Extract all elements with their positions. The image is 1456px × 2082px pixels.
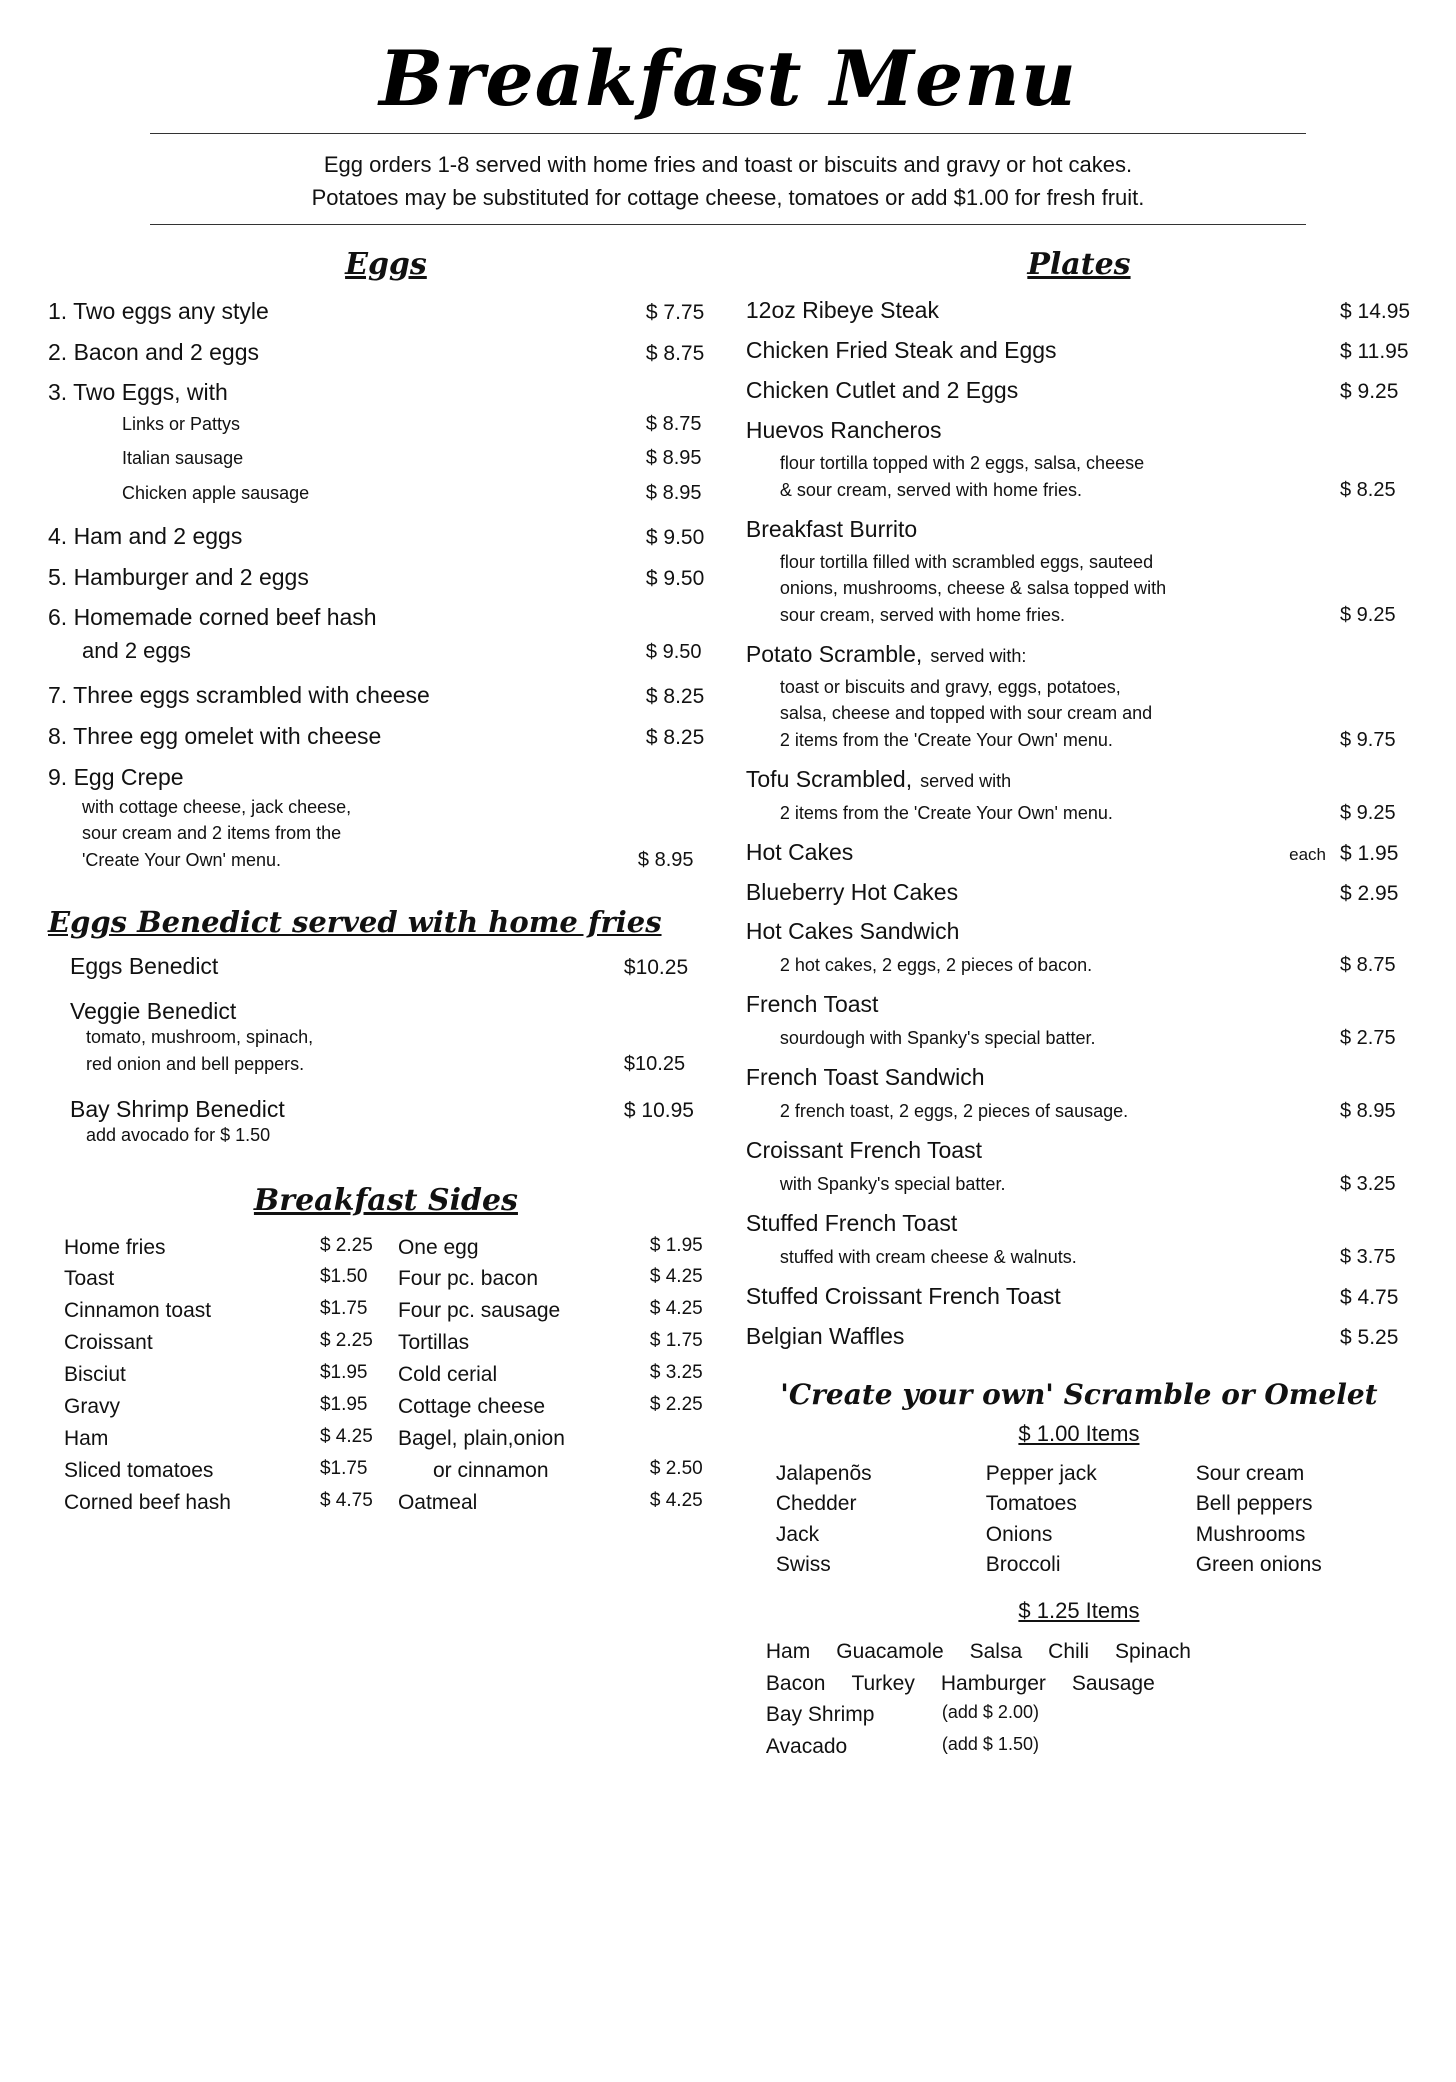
section-title-plates: Plates: [1027, 247, 1131, 282]
menu-item: [48, 562, 724, 593]
item-price: $ 9.25: [1340, 801, 1396, 824]
subitem-price: $ 9.50: [645, 640, 702, 663]
menu-item: [746, 1282, 1412, 1312]
menu-item: [48, 721, 724, 752]
section-title-sides: Breakfast Sides: [253, 1182, 518, 1218]
side-row: [64, 1232, 394, 1264]
description-line: flour tortilla topped with 2 eggs, salsa, cheese: [779, 452, 1145, 473]
menu-item: [746, 376, 1412, 406]
tier-1-label: $ 1.00 Items: [1018, 1420, 1140, 1446]
item-price: $ 1.95: [1340, 841, 1399, 865]
side-price: $ 3.25: [649, 1362, 703, 1384]
side-price: $ 2.25: [319, 1234, 373, 1256]
tier-2-items: [746, 1636, 1412, 1762]
menu-item: [48, 377, 724, 407]
description-line: 2 items from the 'Create Your Own' menu.: [779, 729, 1113, 750]
benedict-item: [48, 998, 724, 1078]
item-description: [746, 674, 1412, 700]
menu-item: [746, 990, 1412, 1020]
description-line: 'Create Your Own' menu.: [82, 850, 281, 871]
page-title: Breakfast Menu: [379, 34, 1077, 123]
side-row: [64, 1359, 394, 1391]
item-description: [746, 799, 1412, 828]
item-label: 1. Two eggs any style: [48, 298, 269, 324]
description-line: salsa, cheese and topped with sour cream and: [779, 702, 1153, 723]
item-description: [48, 794, 724, 875]
sides-table: [48, 1232, 724, 1519]
item-label: 8. Three egg omelet with cheese: [48, 722, 382, 749]
menu-item: [48, 762, 724, 792]
ingredient: Pepper jack: [985, 1461, 1097, 1485]
ingredient: Guacamole: [836, 1640, 944, 1664]
side-price: $ 1.95: [649, 1234, 703, 1256]
item-description: [746, 601, 1412, 630]
side-row: [64, 1327, 394, 1359]
item-description: [746, 1097, 1412, 1126]
side-name: Four pc. sausage: [397, 1299, 561, 1323]
benedict-item: [48, 953, 724, 980]
item-label: Breakfast Burrito: [745, 515, 918, 542]
item-label: 5. Hamburger and 2 eggs: [48, 563, 309, 590]
side-price: $ 4.75: [319, 1489, 373, 1511]
side-name: Cold cerial: [397, 1363, 498, 1387]
item-label: Blueberry Hot Cakes: [745, 878, 959, 905]
menu-subitem: [48, 635, 724, 666]
description-line: sour cream, served with home fries.: [779, 604, 1065, 625]
side-name: Four pc. bacon: [397, 1267, 539, 1291]
tier-2-label: $ 1.25 Items: [1018, 1598, 1140, 1624]
description-line: toast or biscuits and gravy, eggs, potatoes,: [779, 676, 1121, 697]
menu-item: [746, 1322, 1412, 1352]
item-description: [746, 575, 1412, 601]
item-description: [746, 549, 1412, 575]
ingredient: Sour cream: [1195, 1461, 1305, 1485]
extra-price: (add $ 1.50): [941, 1733, 1039, 1754]
ingredient: Chedder: [775, 1492, 857, 1516]
side-price: $1.50: [319, 1266, 368, 1288]
item-price: $ 2.95: [1340, 881, 1399, 905]
tier-1-column-2: [986, 1459, 1196, 1581]
benedict-item: [48, 1096, 724, 1148]
tier-1-items: [746, 1459, 1412, 1581]
ingredient: Mushrooms: [1195, 1522, 1306, 1546]
description-line: flour tortilla filled with scrambled eggs, sauteed: [779, 551, 1154, 572]
intro-line-1: Egg orders 1-8 served with home fries and toast or biscuits and gravy or hot cakes.: [323, 152, 1133, 177]
side-name: Gravy: [64, 1395, 121, 1419]
item-label: 3. Two Eggs, with: [48, 379, 228, 406]
section-title-eggs: Eggs: [345, 247, 427, 282]
item-label: Chicken Fried Steak and Eggs: [745, 336, 1057, 363]
extra-price: (add $ 2.00): [941, 1702, 1039, 1723]
menu-item: [48, 602, 724, 632]
ingredient: Bacon: [765, 1671, 826, 1695]
item-price: $ 10.95: [623, 1099, 694, 1123]
item-price: $ 8.75: [645, 341, 705, 365]
subitem-price: $ 8.75: [645, 412, 702, 435]
ingredient: Jalapenõs: [775, 1461, 872, 1485]
menu-columns: [0, 241, 1456, 1762]
item-label: [746, 765, 1412, 795]
side-row: [394, 1423, 724, 1455]
tier-1-column-3: [1196, 1459, 1406, 1581]
item-price: $ 8.25: [1340, 478, 1396, 501]
item-label: Stuffed French Toast: [745, 1210, 958, 1237]
ingredient: Green onions: [1195, 1553, 1322, 1577]
menu-subitem: [48, 479, 724, 507]
item-served-note: served with: [920, 770, 1012, 791]
item-label: French Toast Sandwich: [745, 1064, 985, 1091]
right-column: [724, 241, 1412, 1762]
item-price: $ 3.75: [1340, 1245, 1396, 1268]
side-name: Croissant: [64, 1331, 153, 1355]
ingredient: Bay Shrimp: [765, 1703, 875, 1727]
title-divider: [150, 133, 1306, 134]
menu-item: [746, 296, 1412, 326]
side-price: $ 4.25: [649, 1489, 703, 1511]
menu-item: [746, 515, 1412, 545]
item-label: 9. Egg Crepe: [48, 763, 184, 790]
item-price: $ 11.95: [1340, 339, 1409, 363]
item-description: [746, 450, 1412, 476]
item-label: Veggie Benedict: [70, 998, 237, 1025]
item-label: Hot Cakes: [745, 838, 854, 865]
item-price: $ 14.95: [1340, 300, 1411, 323]
item-label: Huevos Rancheros: [745, 416, 942, 443]
side-name: Ham: [64, 1426, 109, 1450]
item-price: $ 9.25: [1340, 603, 1396, 626]
side-name: Home fries: [64, 1235, 166, 1259]
item-price: $ 8.75: [1340, 954, 1396, 977]
side-name: Sliced tomatoes: [64, 1458, 214, 1482]
item-description: [746, 1170, 1412, 1199]
tier-2-extra: [766, 1731, 1412, 1763]
tier-1-column-1: [776, 1459, 986, 1581]
side-row: [394, 1295, 724, 1327]
item-label: [746, 640, 1412, 670]
side-price: [650, 1423, 724, 1455]
side-row: [64, 1263, 394, 1295]
menu-item: [746, 1209, 1412, 1239]
menu-item: [48, 680, 724, 711]
item-label: 7. Three eggs scrambled with cheese: [48, 682, 430, 709]
tier-2-row: [766, 1636, 1412, 1668]
item-description: [746, 476, 1412, 505]
item-description: [48, 1123, 724, 1148]
side-name: Corned beef hash: [64, 1490, 231, 1514]
intro-text: [100, 148, 1356, 214]
side-price: $ 4.25: [649, 1298, 703, 1320]
sides-column-right: [394, 1232, 724, 1519]
subitem-price: $ 8.95: [645, 481, 702, 504]
item-price: $ 9.25: [1340, 379, 1399, 403]
item-price: $ 5.25: [1340, 1325, 1399, 1349]
side-price: $ 2.50: [649, 1457, 703, 1479]
item-price: $ 4.75: [1340, 1285, 1399, 1309]
menu-item: [746, 640, 1412, 670]
menu-item: [48, 521, 724, 552]
side-row: [394, 1327, 724, 1359]
side-row: [394, 1359, 724, 1391]
description-line: stuffed with cream cheese & walnuts.: [779, 1246, 1077, 1267]
item-price: $ 9.50: [645, 525, 705, 549]
item-label: Bay Shrimp Benedict: [70, 1096, 285, 1123]
description-line: sour cream and 2 items from the: [82, 823, 342, 844]
side-row: [64, 1295, 394, 1327]
item-label: Eggs Benedict: [70, 953, 219, 980]
side-name: Cinnamon toast: [64, 1299, 212, 1323]
menu-item: [48, 296, 724, 327]
side-row: [64, 1487, 394, 1519]
side-name: Tortillas: [397, 1331, 470, 1355]
ingredient: Broccoli: [985, 1553, 1061, 1577]
item-label: Croissant French Toast: [745, 1137, 982, 1164]
side-row: [64, 1391, 394, 1423]
ingredient: Sausage: [1071, 1671, 1155, 1695]
side-price: $ 1.75: [649, 1330, 703, 1352]
side-price: $1.95: [319, 1362, 368, 1384]
item-label: French Toast: [745, 991, 879, 1018]
item-description: [746, 951, 1412, 980]
ingredient: Avacado: [765, 1734, 848, 1758]
side-row: [394, 1487, 724, 1519]
menu-item: [746, 765, 1412, 795]
ingredient: Tomatoes: [985, 1492, 1077, 1516]
ingredient: Chili: [1048, 1640, 1089, 1664]
description-line: onions, mushrooms, cheese & salsa topped with: [779, 577, 1167, 598]
ingredient: Spinach: [1115, 1640, 1191, 1664]
menu-subitem: [48, 444, 724, 472]
description-line: & sour cream, served with home fries.: [779, 479, 1082, 500]
side-name: Oatmeal: [397, 1490, 478, 1514]
item-label: Stuffed Croissant French Toast: [745, 1282, 1061, 1309]
side-price: $ 2.25: [649, 1394, 703, 1416]
section-title-create-your-own: 'Create your own' Scramble or Omelet: [780, 1377, 1378, 1411]
subitem-label: and 2 eggs: [82, 637, 191, 663]
item-price: $ 8.25: [645, 725, 705, 749]
item-label: 6. Homemade corned beef hash: [48, 604, 377, 631]
description-line: red onion and bell peppers.: [86, 1054, 305, 1075]
description-line: sourdough with Spanky's special batter.: [779, 1028, 1096, 1049]
sides-column-left: [64, 1232, 394, 1519]
side-price: $1.75: [319, 1298, 368, 1320]
side-name: or cinnamon: [397, 1458, 549, 1482]
side-row: [394, 1455, 724, 1487]
side-price: $1.95: [319, 1394, 368, 1416]
side-price: $ 2.25: [319, 1330, 373, 1352]
item-label: Hot Cakes Sandwich: [745, 918, 960, 945]
item-price: $ 8.95: [637, 849, 694, 872]
item-unit-note: each: [1289, 844, 1326, 864]
menu-page: [0, 34, 1456, 2082]
item-price: $ 2.75: [1340, 1027, 1396, 1050]
side-row: [394, 1263, 724, 1295]
menu-item: [746, 878, 1412, 908]
side-name: One egg: [397, 1235, 479, 1259]
item-price: $ 8.95: [1340, 1100, 1396, 1123]
item-description: [48, 1025, 724, 1078]
menu-item: [48, 337, 724, 368]
item-description: [746, 726, 1412, 755]
menu-item: [746, 838, 1412, 868]
item-label: 2. Bacon and 2 eggs: [48, 338, 259, 365]
menu-item: [746, 416, 1412, 446]
side-name: Bagel, plain,onion: [397, 1426, 565, 1450]
item-price: $ 7.75: [645, 301, 705, 324]
side-name: Cottage cheese: [397, 1395, 546, 1419]
side-row: [64, 1455, 394, 1487]
description-line: with cottage cheese, jack cheese,: [82, 796, 352, 817]
menu-item: [746, 1063, 1412, 1093]
ingredient: Bell peppers: [1195, 1492, 1313, 1516]
item-price: $ 9.50: [645, 566, 705, 590]
ingredient: Ham: [765, 1640, 811, 1664]
item-price: $10.25: [623, 956, 689, 980]
tier-2-row: [766, 1668, 1412, 1700]
side-name: Toast: [64, 1267, 115, 1291]
side-price: $ 4.25: [319, 1425, 373, 1447]
section-title-benedict: Eggs Benedict served with home fries: [48, 905, 662, 940]
menu-subitem: [48, 410, 724, 438]
item-name-text: Tofu Scrambled,: [745, 765, 913, 792]
item-label: Belgian Waffles: [745, 1322, 905, 1349]
subitem-label: Italian sausage: [122, 448, 244, 469]
subitem-label: Chicken apple sausage: [122, 482, 310, 503]
item-price: $ 9.75: [1340, 728, 1396, 751]
tier-2-extra: [766, 1699, 1412, 1731]
item-price: $ 3.25: [1340, 1173, 1396, 1196]
subitem-price: $ 8.95: [645, 447, 702, 470]
subitem-label: Links or Pattys: [122, 413, 241, 434]
description-line: 2 items from the 'Create Your Own' menu.: [779, 802, 1113, 823]
item-description: [746, 700, 1412, 726]
ingredient: Onions: [985, 1522, 1053, 1546]
ingredient: Turkey: [851, 1671, 915, 1695]
intro-line-2: Potatoes may be substituted for cottage cheese, tomatoes or add $1.00 for fresh fruit.: [311, 185, 1145, 210]
description-line: with Spanky's special batter.: [779, 1174, 1006, 1195]
side-price: $ 4.25: [649, 1266, 703, 1288]
item-description: [746, 1243, 1412, 1272]
description-line: tomato, mushroom, spinach,: [86, 1027, 314, 1048]
side-price: $1.75: [319, 1457, 368, 1479]
side-row: [394, 1391, 724, 1423]
item-price: $ 8.25: [645, 685, 705, 709]
side-row: [64, 1423, 394, 1455]
description-line: add avocado for $ 1.50: [86, 1125, 271, 1146]
ingredient: Swiss: [775, 1553, 831, 1577]
menu-item: [746, 917, 1412, 947]
item-price: $10.25: [623, 1053, 686, 1076]
side-name: Bisciut: [64, 1363, 126, 1387]
description-line: 2 french toast, 2 eggs, 2 pieces of sausage.: [779, 1101, 1129, 1122]
side-row: [394, 1232, 724, 1264]
item-served-note: served with:: [930, 645, 1027, 666]
ingredient: Salsa: [969, 1640, 1023, 1664]
item-description: [746, 1024, 1412, 1053]
item-name-text: Potato Scramble,: [745, 640, 923, 667]
menu-item: [746, 336, 1412, 366]
ingredient: Hamburger: [940, 1671, 1046, 1695]
item-label: 4. Ham and 2 eggs: [48, 522, 243, 549]
ingredient: Jack: [775, 1522, 820, 1546]
item-label: 12oz Ribeye Steak: [745, 297, 939, 323]
description-line: 2 hot cakes, 2 eggs, 2 pieces of bacon.: [779, 955, 1093, 976]
left-column: [48, 241, 724, 1762]
menu-item: [746, 1136, 1412, 1166]
intro-divider: [150, 224, 1306, 225]
item-label: Chicken Cutlet and 2 Eggs: [745, 376, 1019, 403]
